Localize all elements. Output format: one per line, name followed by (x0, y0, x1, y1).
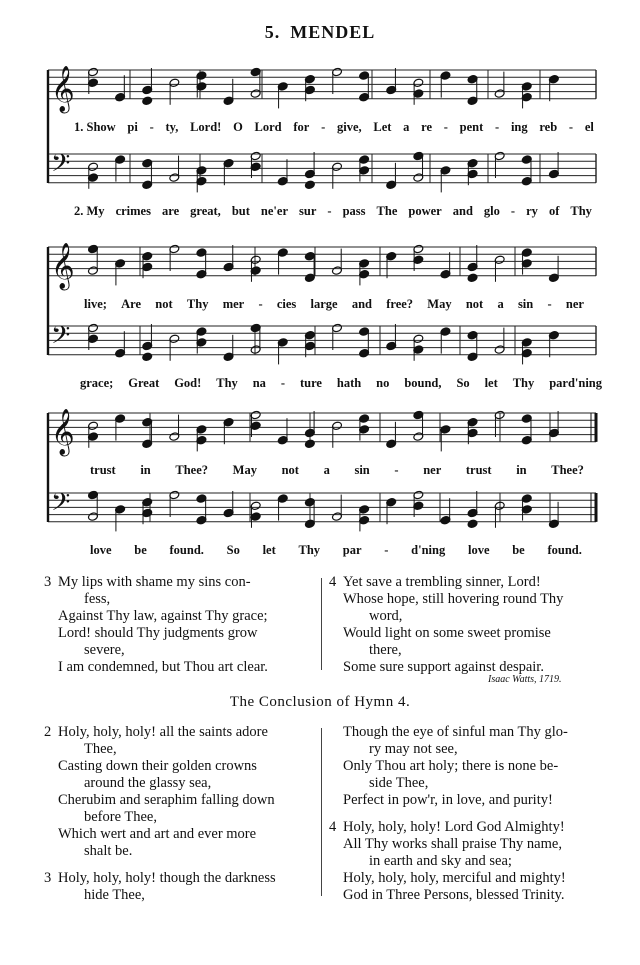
syllable: na (252, 376, 266, 390)
verse-line: Perfect in pow'r, in love, and purity! (343, 792, 553, 808)
conclusion-left-column (44, 724, 320, 904)
lyrics-system1-treble (74, 120, 594, 135)
syllable: a (323, 463, 330, 477)
syllable: love (467, 543, 490, 557)
syllable: - (443, 120, 448, 134)
syllable: Thee? (175, 463, 209, 477)
syllable: God! (174, 376, 202, 390)
verse-line: Only Thou art holy; there is none be- (343, 758, 559, 774)
syllable: great, (190, 204, 221, 218)
lyrics-system2-treble (84, 297, 584, 312)
verse-line: side Thee, (369, 775, 429, 791)
syllable: ture (299, 376, 322, 390)
syllable: let (262, 543, 276, 557)
syllable: found. (547, 543, 582, 557)
verse-line: All Thy works shall praise Thy name, (343, 836, 562, 852)
syllable: be (512, 543, 525, 557)
syllable: reb (539, 120, 558, 134)
bass-clef: 𝄢 (51, 321, 71, 356)
treble-clef: 𝄞 (51, 243, 75, 289)
syllable: re (421, 120, 433, 134)
notehead (467, 519, 478, 529)
verse-line: Though the eye of sinful man Thy glo- (343, 724, 568, 740)
verse-number: 4 (329, 574, 337, 590)
syllable: ry (526, 204, 538, 218)
column-divider (321, 728, 322, 896)
syllable: be (134, 543, 147, 557)
syllable: - (547, 297, 552, 311)
verse-line: Holy, holy, holy! Lord God Almighty! (343, 819, 565, 835)
syllable: for (293, 120, 310, 134)
syllable: d'ning (411, 543, 446, 557)
syllable: ner (565, 297, 584, 311)
verse-line: shalt be. (84, 843, 133, 859)
syllable: of (548, 204, 560, 218)
author-attribution: Isaac Watts, 1719. (488, 674, 562, 685)
column-divider (321, 578, 322, 670)
syllable: sin (517, 297, 534, 311)
syllable: May (427, 297, 452, 311)
verse-3 (44, 574, 320, 676)
lyrics-system2-bass (80, 376, 602, 391)
bass-clef: 𝄢 (51, 488, 71, 523)
verse-number: 4 (329, 819, 337, 835)
syllable: pass (342, 204, 366, 218)
verse-line: Yet save a trembling sinner, Lord! (343, 574, 541, 590)
verse-line: ry may not see, (369, 741, 458, 757)
verse-line: before Thee, (84, 809, 157, 825)
section-title: The Conclusion of Hymn 4. (229, 694, 411, 710)
verse-line: fess, (84, 591, 111, 607)
syllable: - (321, 120, 326, 134)
syllable: Great (128, 376, 160, 390)
syllable: no (376, 376, 390, 390)
syllable: The (376, 204, 398, 218)
syllable: O (233, 120, 243, 134)
verse-line: in earth and sky and sea; (369, 853, 512, 869)
verse-line: Casting down their golden crowns (58, 758, 257, 774)
verse-line: severe, (84, 642, 125, 658)
syllable: mer (222, 297, 245, 311)
verse-line: Lord! should Thy judgments grow (58, 625, 258, 641)
verse-line: Holy, holy, holy! all the saints adore (58, 724, 268, 740)
syllable: large (310, 297, 338, 311)
syllable: - (384, 543, 389, 557)
syllable: Thy (512, 376, 535, 390)
verse-line: word, (369, 608, 403, 624)
syllable: love (90, 543, 112, 557)
syllable: pard'ning (549, 376, 602, 390)
syllable: - (327, 204, 332, 218)
syllable: not (465, 297, 484, 311)
syllable: - (149, 120, 154, 134)
verse-line: there, (369, 642, 402, 658)
lyrics-system1-bass (74, 204, 592, 219)
syllable: and (351, 297, 372, 311)
bass-clef: 𝄢 (51, 149, 71, 184)
syllable: live; (84, 297, 107, 311)
syllable: sin (354, 463, 370, 477)
verse-line: Against Thy law, against Thy grace; (58, 608, 268, 624)
notehead (142, 96, 153, 106)
lyrics-system3-treble (90, 463, 584, 478)
syllable: free? (386, 297, 414, 311)
syllable: Thee? (551, 463, 584, 477)
syllable: ty, (165, 120, 179, 134)
syllable: power (408, 204, 442, 218)
syllable: but (231, 204, 250, 218)
syllable: May (232, 463, 257, 477)
conclusion-right-column (329, 724, 625, 904)
syllable: 2. My (74, 204, 105, 218)
syllable: a (497, 297, 504, 311)
syllable: Thy (186, 297, 209, 311)
notehead (304, 439, 315, 449)
verse-line: I am condemned, but Thou art clear. (58, 659, 268, 675)
syllable: pent (459, 120, 484, 134)
syllable: in (140, 463, 151, 477)
verse-line: Some sure support against despair. (343, 659, 544, 675)
syllable: hath (336, 376, 362, 390)
syllable: par (342, 543, 362, 557)
syllable: Are (121, 297, 142, 311)
lyrics-system3-bass (90, 543, 582, 558)
verse-number: 3 (44, 870, 52, 886)
syllable: Lord! (190, 120, 222, 134)
syllable: bound, (404, 376, 442, 390)
syllable: let (484, 376, 498, 390)
treble-clef: 𝄞 (51, 409, 75, 455)
syllable: are (162, 204, 180, 218)
syllable: - (394, 463, 399, 477)
verse-line: Would light on some sweet promise (343, 625, 551, 641)
syllable: sur (299, 204, 317, 218)
syllable: give, (336, 120, 362, 134)
verse-line: My lips with shame my sins con- (58, 574, 251, 590)
syllable: not (281, 463, 299, 477)
syllable: el (584, 120, 594, 134)
syllable: - (568, 120, 574, 134)
syllable: Thy (298, 543, 321, 557)
syllable: ne'er (260, 204, 288, 218)
syllable: - (258, 297, 263, 311)
syllable: Let (373, 120, 392, 134)
syllable: glo (483, 204, 500, 218)
notehead (142, 352, 153, 362)
verse-line: Which wert and art and ever more (58, 826, 257, 842)
syllable: trust (465, 463, 492, 477)
verse-line: Whose hope, still hovering round Thy (343, 591, 564, 607)
syllable: crimes (115, 204, 151, 218)
verse-number: 2 (44, 724, 52, 740)
syllable: Thy (570, 204, 592, 218)
syllable: grace; (80, 376, 114, 390)
syllable: 1. Show (74, 120, 116, 134)
syllable: Lord (254, 120, 282, 134)
syllable: in (516, 463, 527, 477)
verse-line: Cherubim and seraphim falling down (58, 792, 275, 808)
syllable: not (155, 297, 173, 311)
syllable: - (510, 204, 516, 218)
hymn-number: 5. (264, 22, 281, 42)
syllable: - (280, 376, 286, 390)
syllable: found. (169, 543, 204, 557)
notehead (467, 273, 478, 283)
tune-name: MENDEL (290, 22, 376, 42)
syllable: and (452, 204, 473, 218)
notehead (304, 180, 315, 190)
syllable: So (456, 376, 470, 390)
verse-4 (329, 574, 619, 676)
verse-line: Thee, (84, 741, 117, 757)
verse-number: 3 (44, 574, 52, 590)
syllable: ing (510, 120, 528, 134)
syllable: Thy (216, 376, 238, 390)
verse-line: hide Thee, (84, 887, 145, 903)
syllable: a (403, 120, 410, 134)
verse-line: around the glassy sea, (84, 775, 212, 791)
syllable: - (495, 120, 500, 134)
treble-clef: 𝄞 (51, 66, 75, 112)
syllable: ner (423, 463, 442, 477)
syllable: So (226, 543, 240, 557)
syllable: trust (90, 463, 116, 477)
verse-line: Holy, holy, holy, merciful and mighty! (343, 870, 566, 886)
syllable: cies (276, 297, 297, 311)
verse-line: Holy, holy, holy! though the darkness (58, 870, 276, 886)
verse-line: God in Three Persons, blessed Trinity. (343, 887, 565, 903)
syllable: pi (127, 120, 138, 134)
